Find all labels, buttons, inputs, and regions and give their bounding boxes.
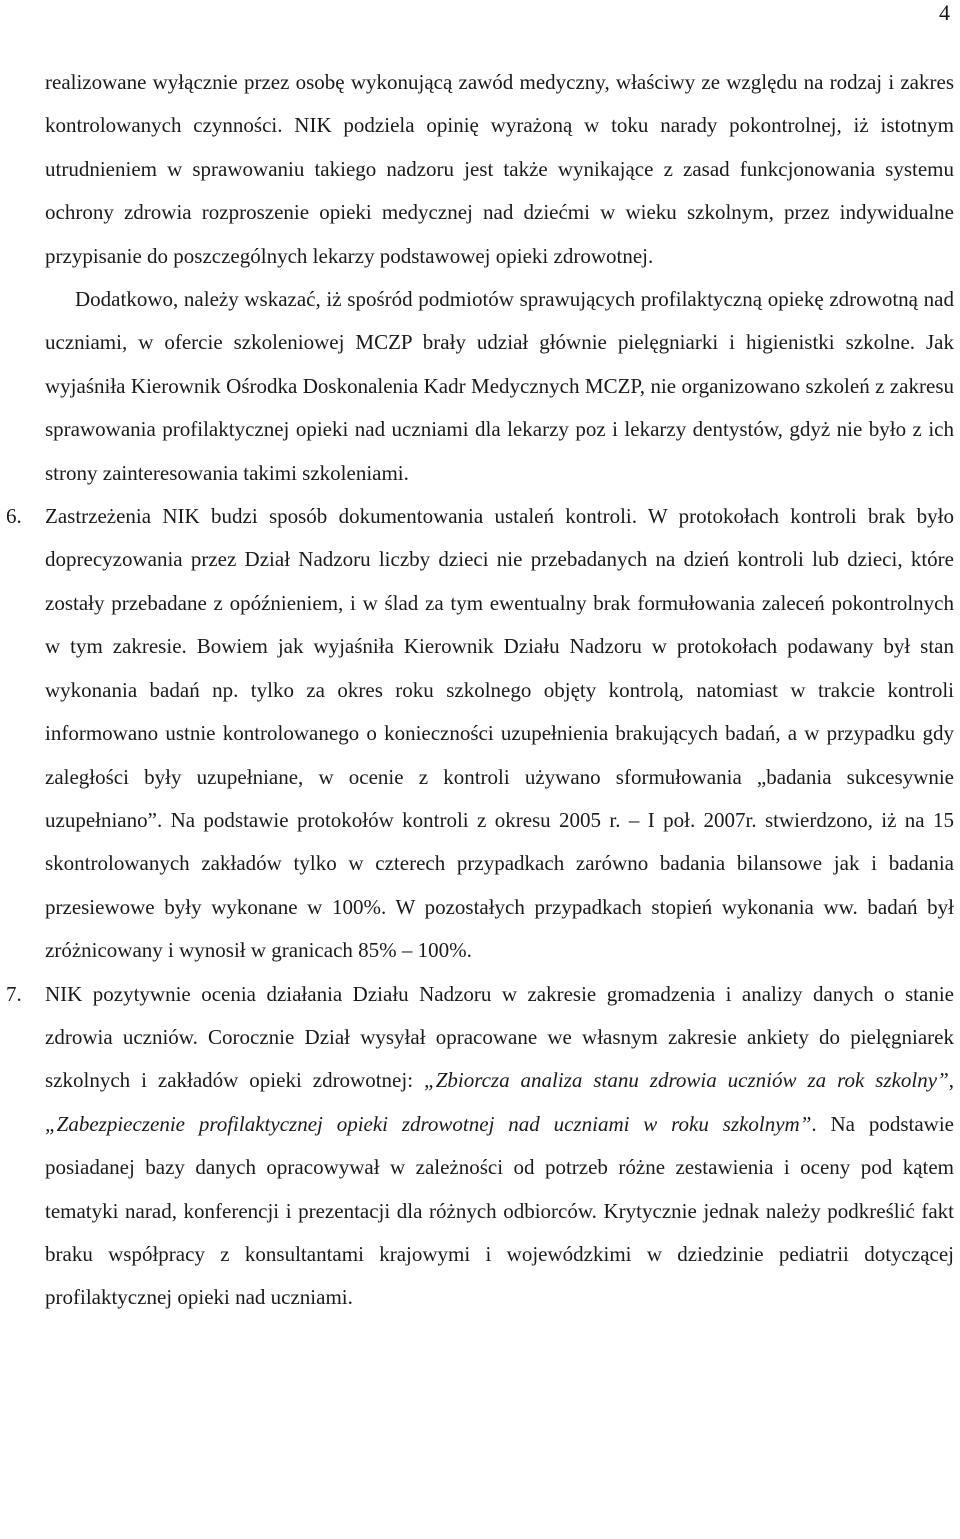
paragraph-continuation: realizowane wyłącznie przez osobę wykonującą zawód medyczny, właściwy ze względu na rodzaj i zakres kontrolowanych czynności. NIK podziela opinię wyrażoną w toku narady pokontrolnej, iż istotnym utrudnieniem w sprawowaniu takiego nadzoru jest także wynikające z zasad funkcjonowania systemu ochrony zdrowia rozproszenie opieki medycznej nad dziećmi w wieku szkolnym, przez indywidualne przypisanie do poszczególnych lekarzy podstawowej opieki zdrowotnej. [45,70,954,268]
list-item-number: 6. [6,504,22,529]
paragraph-training: Dodatkowo, należy wskazać, iż spośród podmiotów sprawujących profilaktyczną opiekę zdrowotną nad uczniami, w ofercie szkoleniowej MCZP brały udział głównie pielęgniarki i higienistki szkolne. Jak wyjaśniła Kierownik Ośrodka Doskonalenia Kadr Medycznych MCZP, nie organizowano szkoleń z zakresu sprawowania profilaktycznej opieki nad uczniami dla lekarzy poz i lekarzy dentystów, gdyż nie było z ich strony zainteresowania takimi szkoleniami. [45,287,954,485]
text-separator: , [948,1068,954,1093]
survey-title-2: „Zabezpieczenie profilaktycznej opieki zdrowotnej nad uczniami w roku szkolnym” [45,1111,812,1136]
list-item-6 [6,495,954,972]
text-segment: NIK pozytywnie ocenia działania Działu Nadzoru w zakresie gromadzenia i analizy danych o stanie zdrowia uczniów. Corocznie Dział wysyłał opracowane we własnym zakresie ankiety do pielęgniarek szkolnych i zakładów opieki zdrowotnej: [45,981,954,1093]
list-item-text [45,973,954,1320]
page-number: 4 [939,0,950,25]
text-segment: . Na podstawie posiadanej bazy danych opracowywał w zależności od potrzeb różne zestawienia i oceny pod kątem tematyki narad, konferencji i prezentacji dla różnych odbiorców. Krytycznie jednak należy podkreślić fakt braku współpracy z konsultantami krajowymi i wojewódzkimi w dziedzinie pediatrii dotyczącej profilaktycznej opieki nad uczniami. [45,1111,954,1310]
list-item-7 [6,973,954,1320]
survey-title-1: „Zbiorcza analiza stanu zdrowia uczniów za rok szkolny” [424,1068,949,1093]
list-item-number: 7. [6,981,22,1006]
list-item-text: Zastrzeżenia NIK budzi sposób dokumentowania ustaleń kontroli. W protokołach kontroli brak było doprecyzowania przez Dział Nadzoru liczby dzieci nie przebadanych na dzień kontroli lub dzieci, które zostały przebadane z opóźnieniem, i w ślad za tym ewentualny brak formułowania zaleceń pokontrolnych w tym zakresie. Bowiem jak wyjaśniła Kierownik Działu Nadzoru w protokołach podawany był stan wykonania badań np. tylko za okres roku szkolnego objęty kontrolą, natomiast w trakcie kontroli informowano ustnie kontrolowanego o konieczności uzupełnienia brakujących badań, a w przypadku gdy zaległości były uzupełniane, w ocenie z kontroli używano sformułowania „badania sukcesywnie uzupełniano”. Na podstawie protokołów kontroli z okresu 2005 r. – I poł. 2007r. stwierdzono, iż na 15 skontrolowanych zakładów tylko w czterech przypadkach zarówno badania bilansowe jak i badania przesiewowe były wykonane w 100%. W pozostałych przypadkach stopień wykonania ww. badań był zróżnicowany i wynosił w granicach 85% – 100%. [45,504,954,963]
